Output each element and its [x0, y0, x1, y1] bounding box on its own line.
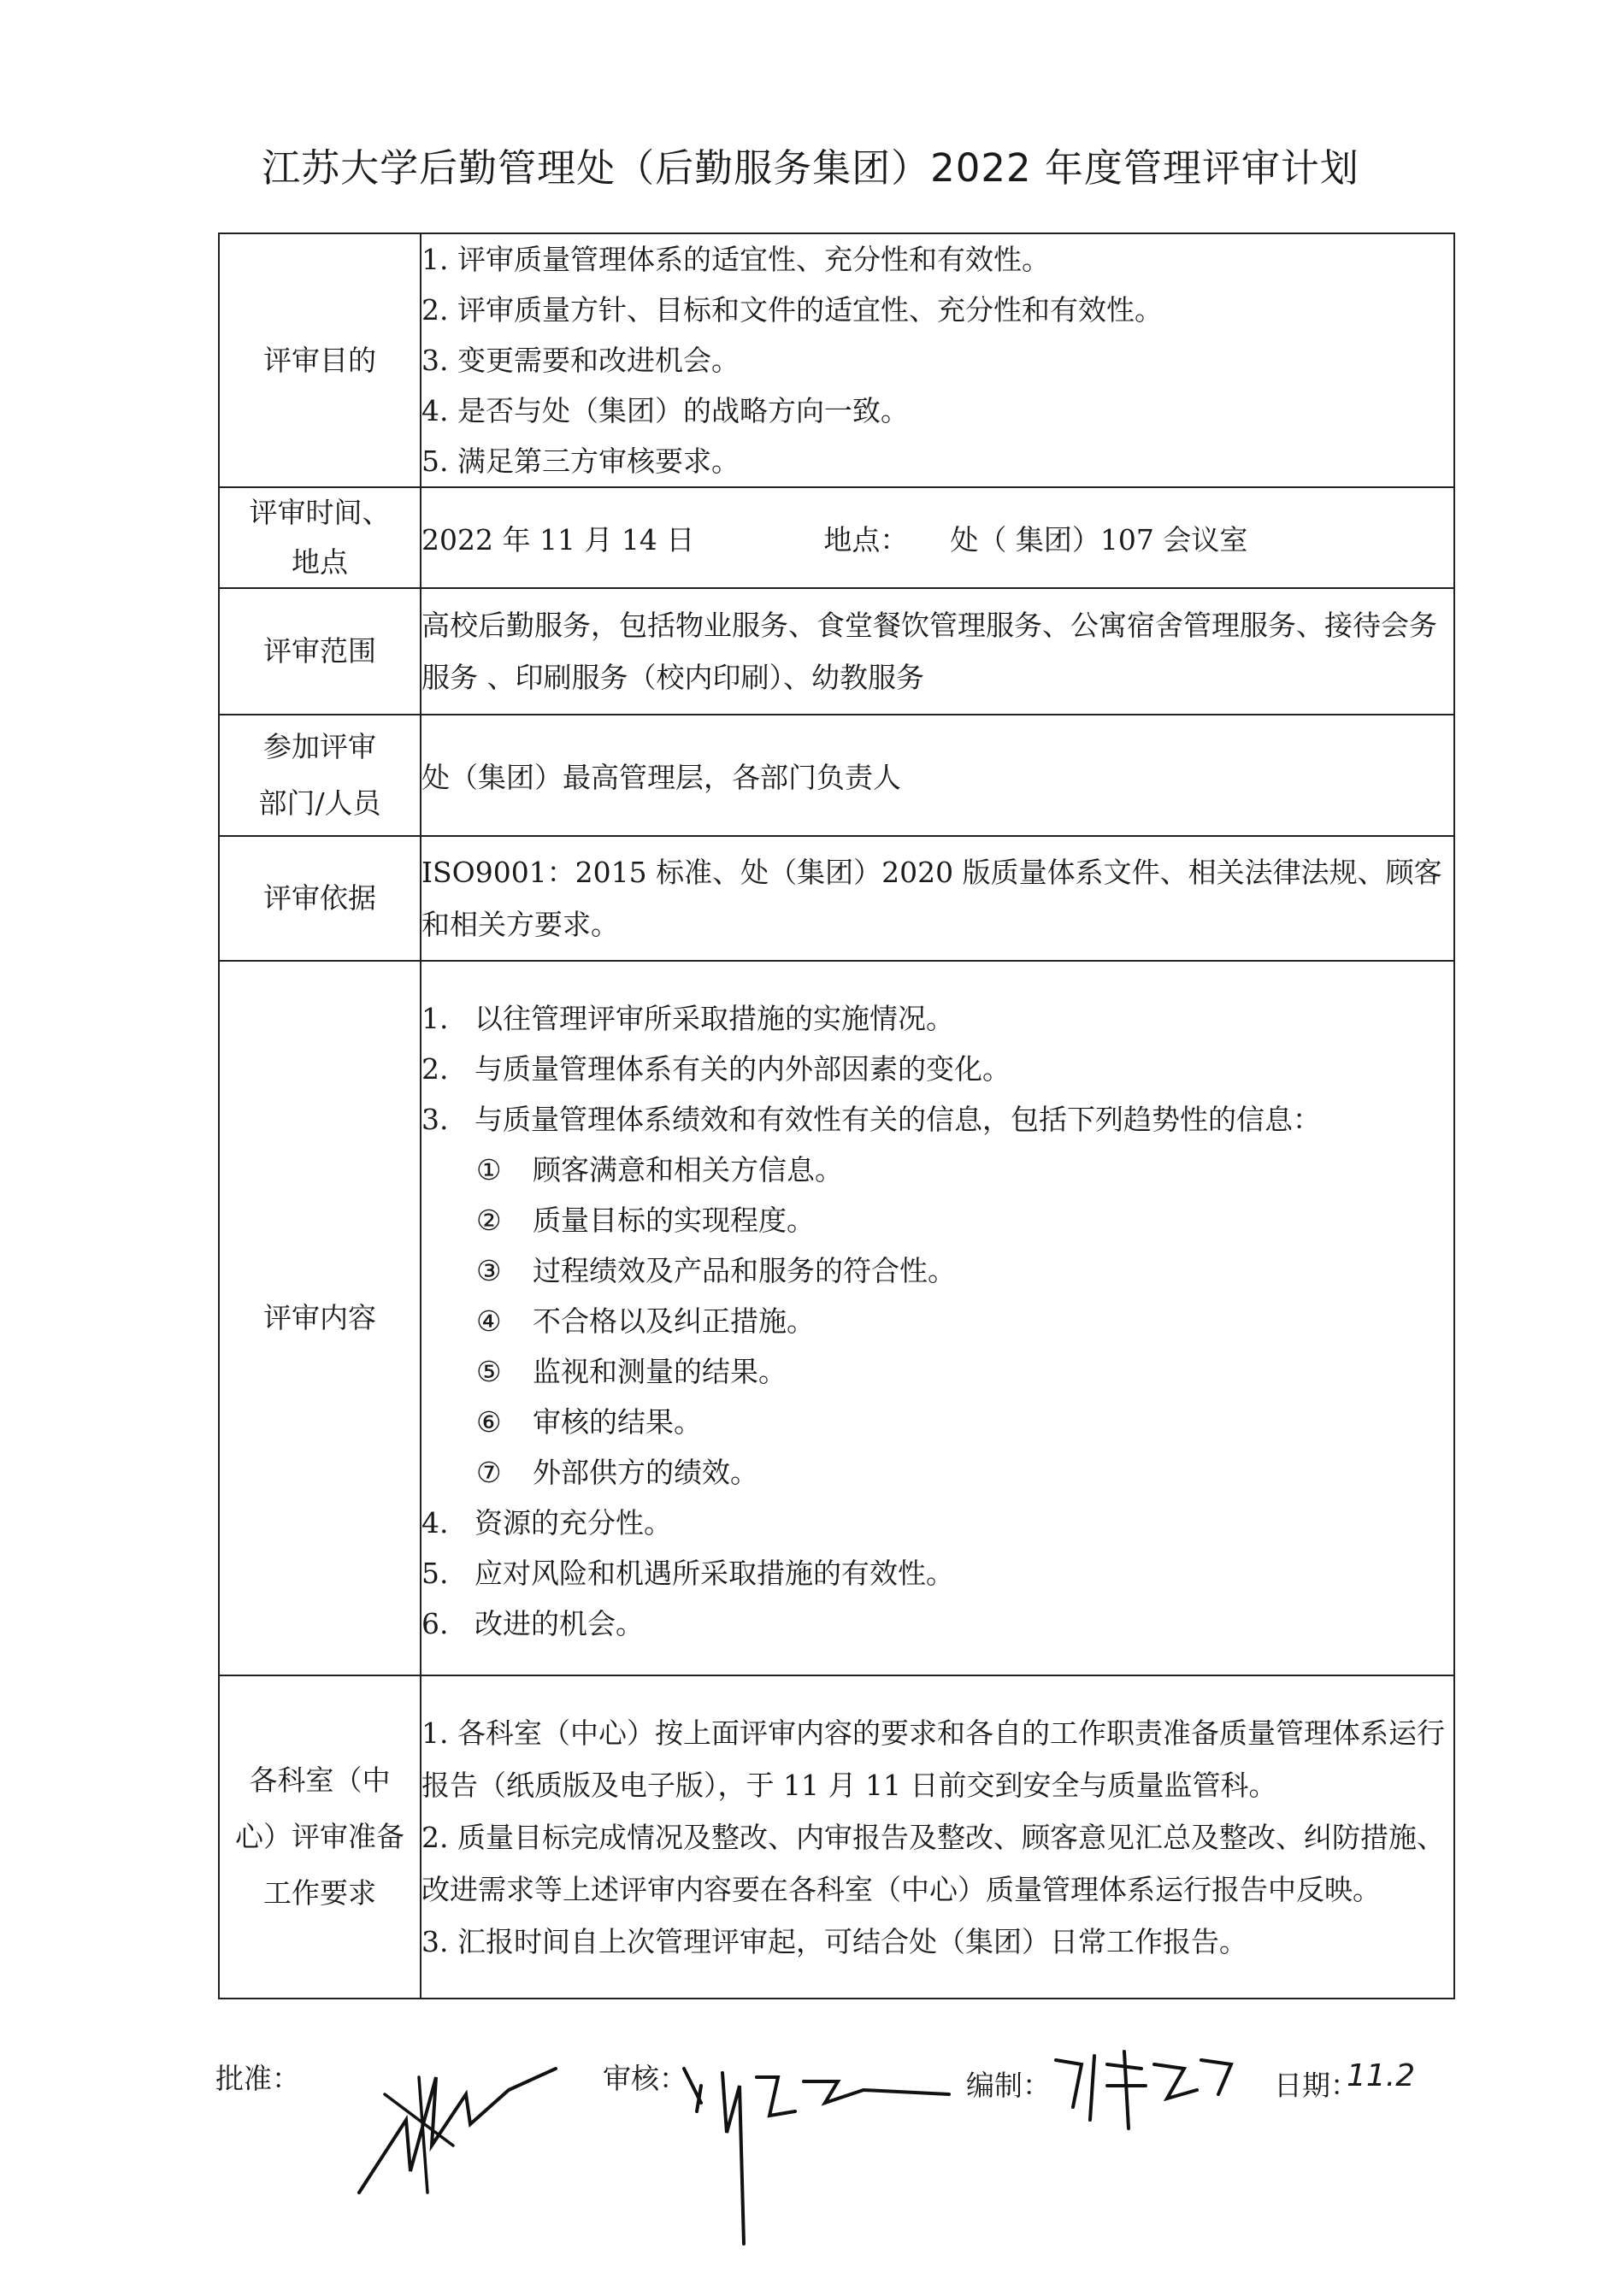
label-requirements-line2: 心）评审准备	[235, 1820, 404, 1853]
sub-item-text: 过程绩效及产品和服务的符合性。	[533, 1253, 956, 1287]
approver-signature	[325, 2043, 564, 2205]
scope-text: 高校后勤服务，包括物业服务、食堂餐饮管理服务、公寓宿舍管理服务、接待会务服务 、印刷服务（校内印刷）、幼教服务	[421, 588, 1454, 715]
purpose-item: 5. 满足第三方审核要求。	[421, 444, 740, 478]
row-content	[219, 961, 1454, 1675]
label-requirements	[219, 1675, 421, 1999]
label-scope: 评审范围	[219, 588, 421, 715]
label-participants	[219, 715, 421, 836]
label-time-place	[219, 487, 421, 588]
label-purpose: 评审目的	[219, 233, 421, 487]
handwritten-date: 11.2	[1347, 2058, 1416, 2093]
place-label: 地点：	[823, 522, 909, 556]
participants-text: 处（集团）最高管理层，各部门负责人	[421, 715, 1454, 836]
time-place-content	[421, 487, 1454, 588]
content-item	[421, 1498, 1453, 1548]
reviewer-signature	[675, 2052, 958, 2257]
signature-row	[0, 2052, 1621, 2222]
requirement-paragraph: 1. 各科室（中心）按上面评审内容的要求和各自的工作职责准备质量管理体系运行报告（纸质版及电子版），于 11 月 11 日前交到安全与质量监管科。	[421, 1716, 1445, 1802]
sub-item-number: ①	[476, 1152, 502, 1186]
item-text: 与质量管理体系有关的内外部因素的变化。	[475, 1051, 1011, 1086]
row-basis	[219, 836, 1454, 961]
item-number: 4.	[421, 1505, 449, 1539]
purpose-list	[421, 233, 1454, 487]
row-purpose	[219, 233, 1454, 487]
sub-item-text: 审核的结果。	[533, 1404, 702, 1439]
item-number: 6.	[421, 1606, 449, 1640]
basis-text: ISO9001：2015 标准、处（集团）2020 版质量体系文件、相关法律法规、顾客和相关方要求。	[421, 836, 1454, 961]
requirement-paragraph: 3. 汇报时间自上次管理评审起，可结合处（集团）日常工作报告。	[421, 1924, 1247, 1958]
label-basis: 评审依据	[219, 836, 421, 961]
sub-item-number: ④	[476, 1304, 502, 1338]
item-number: 1.	[421, 1001, 449, 1035]
content-sub-item	[421, 1195, 1453, 1245]
review-place: 处（ 集团）107 会议室	[950, 522, 1248, 556]
item-text: 改进的机会。	[475, 1606, 644, 1640]
compiler-signature	[1047, 2047, 1244, 2141]
compile-label: 编制：	[966, 2069, 1051, 2102]
sub-item-number: ⑤	[476, 1354, 502, 1388]
sub-item-text: 监视和测量的结果。	[533, 1354, 787, 1388]
purpose-item: 2. 评审质量方针、目标和文件的适宜性、充分性和有效性。	[421, 293, 1163, 327]
content-sub-item	[421, 1245, 1453, 1296]
content-sub-item	[421, 1346, 1453, 1397]
purpose-item: 1. 评审质量管理体系的适宜性、充分性和有效性。	[421, 243, 1050, 276]
row-scope	[219, 588, 1454, 715]
requirements-content	[421, 1675, 1454, 1999]
content-item	[421, 993, 1453, 1044]
content-list	[421, 961, 1454, 1675]
label-participants-line2: 部门/人员	[258, 786, 381, 820]
label-time-place-line1: 评审时间、	[249, 496, 391, 529]
sub-item-number: ②	[476, 1203, 502, 1237]
requirement-paragraph: 2. 质量目标完成情况及整改、内审报告及整改、顾客意见汇总及整改、纠防措施、改进需求等上述评审内容要在各科室（中心）质量管理体系运行报告中反映。	[421, 1820, 1445, 1906]
sub-item-number: ⑥	[476, 1404, 502, 1439]
sub-item-text: 质量目标的实现程度。	[533, 1203, 815, 1237]
label-content: 评审内容	[219, 961, 421, 1675]
label-requirements-line3: 工作要求	[263, 1876, 376, 1910]
label-requirements-line1: 各科室（中	[249, 1763, 391, 1797]
row-time-place	[219, 487, 1454, 588]
item-number: 5.	[421, 1556, 449, 1590]
purpose-item: 3. 变更需要和改进机会。	[421, 344, 740, 377]
content-item	[421, 1044, 1453, 1094]
sub-item-text: 不合格以及纠正措施。	[533, 1304, 815, 1338]
content-sub-item	[421, 1145, 1453, 1195]
label-participants-line1: 参加评审	[263, 730, 376, 763]
purpose-item: 4. 是否与处（集团）的战略方向一致。	[421, 394, 909, 427]
content-sub-item	[421, 1447, 1453, 1498]
document-title: 江苏大学后勤管理处（后勤服务集团）2022 年度管理评审计划	[262, 145, 1359, 191]
review-date: 2022 年 11 月 14 日	[421, 522, 695, 556]
content-sub-item	[421, 1397, 1453, 1447]
item-text: 以往管理评审所采取措施的实施情况。	[475, 1001, 954, 1035]
content-item	[421, 1548, 1453, 1598]
item-text: 资源的充分性。	[475, 1505, 672, 1539]
item-text: 应对风险和机遇所采取措施的有效性。	[475, 1556, 954, 1590]
item-text: 与质量管理体系绩效和有效性有关的信息，包括下列趋势性的信息：	[475, 1102, 1321, 1136]
review-label: 审核：	[603, 2062, 687, 2095]
item-number: 3.	[421, 1102, 449, 1136]
sub-item-text: 外部供方的绩效。	[533, 1455, 758, 1489]
row-participants	[219, 715, 1454, 836]
date-label: 日期：	[1274, 2069, 1359, 2102]
item-number: 2.	[421, 1051, 449, 1086]
sub-item-number: ③	[476, 1253, 502, 1287]
sub-item-text: 顾客满意和相关方信息。	[533, 1152, 843, 1186]
label-time-place-line2: 地点	[292, 545, 348, 579]
approve-label: 批准：	[215, 2062, 300, 2095]
review-plan-table	[218, 233, 1455, 1999]
content-sub-item	[421, 1296, 1453, 1346]
row-requirements	[219, 1675, 1454, 1999]
sub-item-number: ⑦	[476, 1455, 502, 1489]
content-item	[421, 1094, 1453, 1145]
content-item	[421, 1598, 1453, 1649]
